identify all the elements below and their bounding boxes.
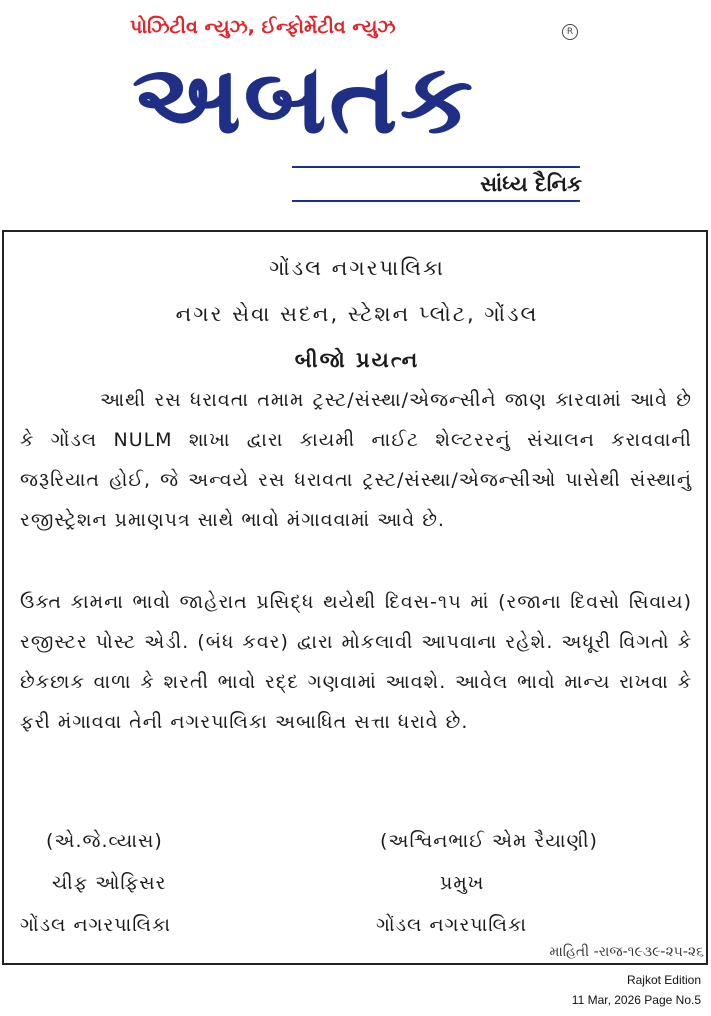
edition-info: [572, 970, 701, 1010]
notice-address: નગર સેવા સદન, સ્ટેશન પ્લોટ, ગોંડલ: [175, 302, 539, 326]
edition-date-page: 11 Mar, 2026 Page No.5: [571, 993, 701, 1007]
notice-attempt: બીજો પ્રયત્ન: [294, 348, 420, 372]
signatory-left-org: ગોંડલ નગરપાલિકા: [20, 914, 172, 936]
edition-name: Rajkot Edition: [626, 973, 701, 987]
masthead-subtitle: સાંધ્ય દૈનિક: [480, 172, 582, 196]
masthead-tagline: પોઝિટીવ ન્યુઝ, ઈન્ફોર્મેટીવ ન્યુઝ: [130, 16, 396, 38]
newspaper-logo: અબતક: [132, 43, 476, 155]
signatory-right-org: ગોંડલ નગરપાલિકા: [376, 914, 528, 936]
signatory-left-name: (એ.જે.વ્યાસ): [46, 830, 163, 852]
public-notice: [2, 230, 708, 965]
notice-paragraph-1-text: આથી રસ ધરાવતા તમામ ટ્રસ્ટ/સંસ્થા/એજન્સીને જાણ કારવામાં આવે છે કે ગોંડલ NULM શાખા દ્વારા કાયમી નાઈટ શેલ્ટરરનું સંચાલન કરાવવાની જરૂરિયાત હોઈ, જે અન્વયે રસ ધરાવતા ટ્રસ્ટ/સંસ્થા/એજન્સીઓ પાસેથી સંસ્થાનું રજીસ્ટ્રેશન પ્રમાણપત્ર સાથે ભાવો મંગાવવામાં આવે છે.: [20, 389, 692, 531]
notice-reference: માહિતી -રાજ-૧૯૩૯-૨૫-૨૬: [549, 944, 704, 960]
signatory-left-designation: ચીફ ઓફિસર: [52, 872, 167, 894]
signatory-right-designation: પ્રમુખ: [440, 872, 485, 894]
signatory-right-name: (અશ્વિનભાઈ એમ રૈયાણી): [380, 830, 598, 852]
registered-mark-icon: R: [562, 24, 578, 40]
masthead-divider-bottom: [292, 200, 580, 202]
notice-paragraph-2: ઉક્ત કામના ભાવો જાહેરાત પ્રસિદ્ધ થયેથી દિવસ-૧૫ માં (રજાના દિવસો સિવાય) રજીસ્ટર પોસ્ટ એડી. (બંધ કવર) દ્વારા મોકલાવી આપવાના રહેશે. અધૂરી વિગતો કે છેકછાક વાળા કે શરતી ભાવો રદ્દ ગણવામાં આવશે. આવેલ ભાવો માન્ય રાખવા કે ફરી મંગાવવા તેની નગરપાલિકા અબાધિત સત્તા ધરાવે છે.: [20, 591, 692, 733]
notice-title: ગોંડલ નગરપાલિકા: [269, 256, 445, 280]
notice-paragraph-1: [20, 380, 692, 540]
masthead-divider-top: [292, 166, 580, 168]
